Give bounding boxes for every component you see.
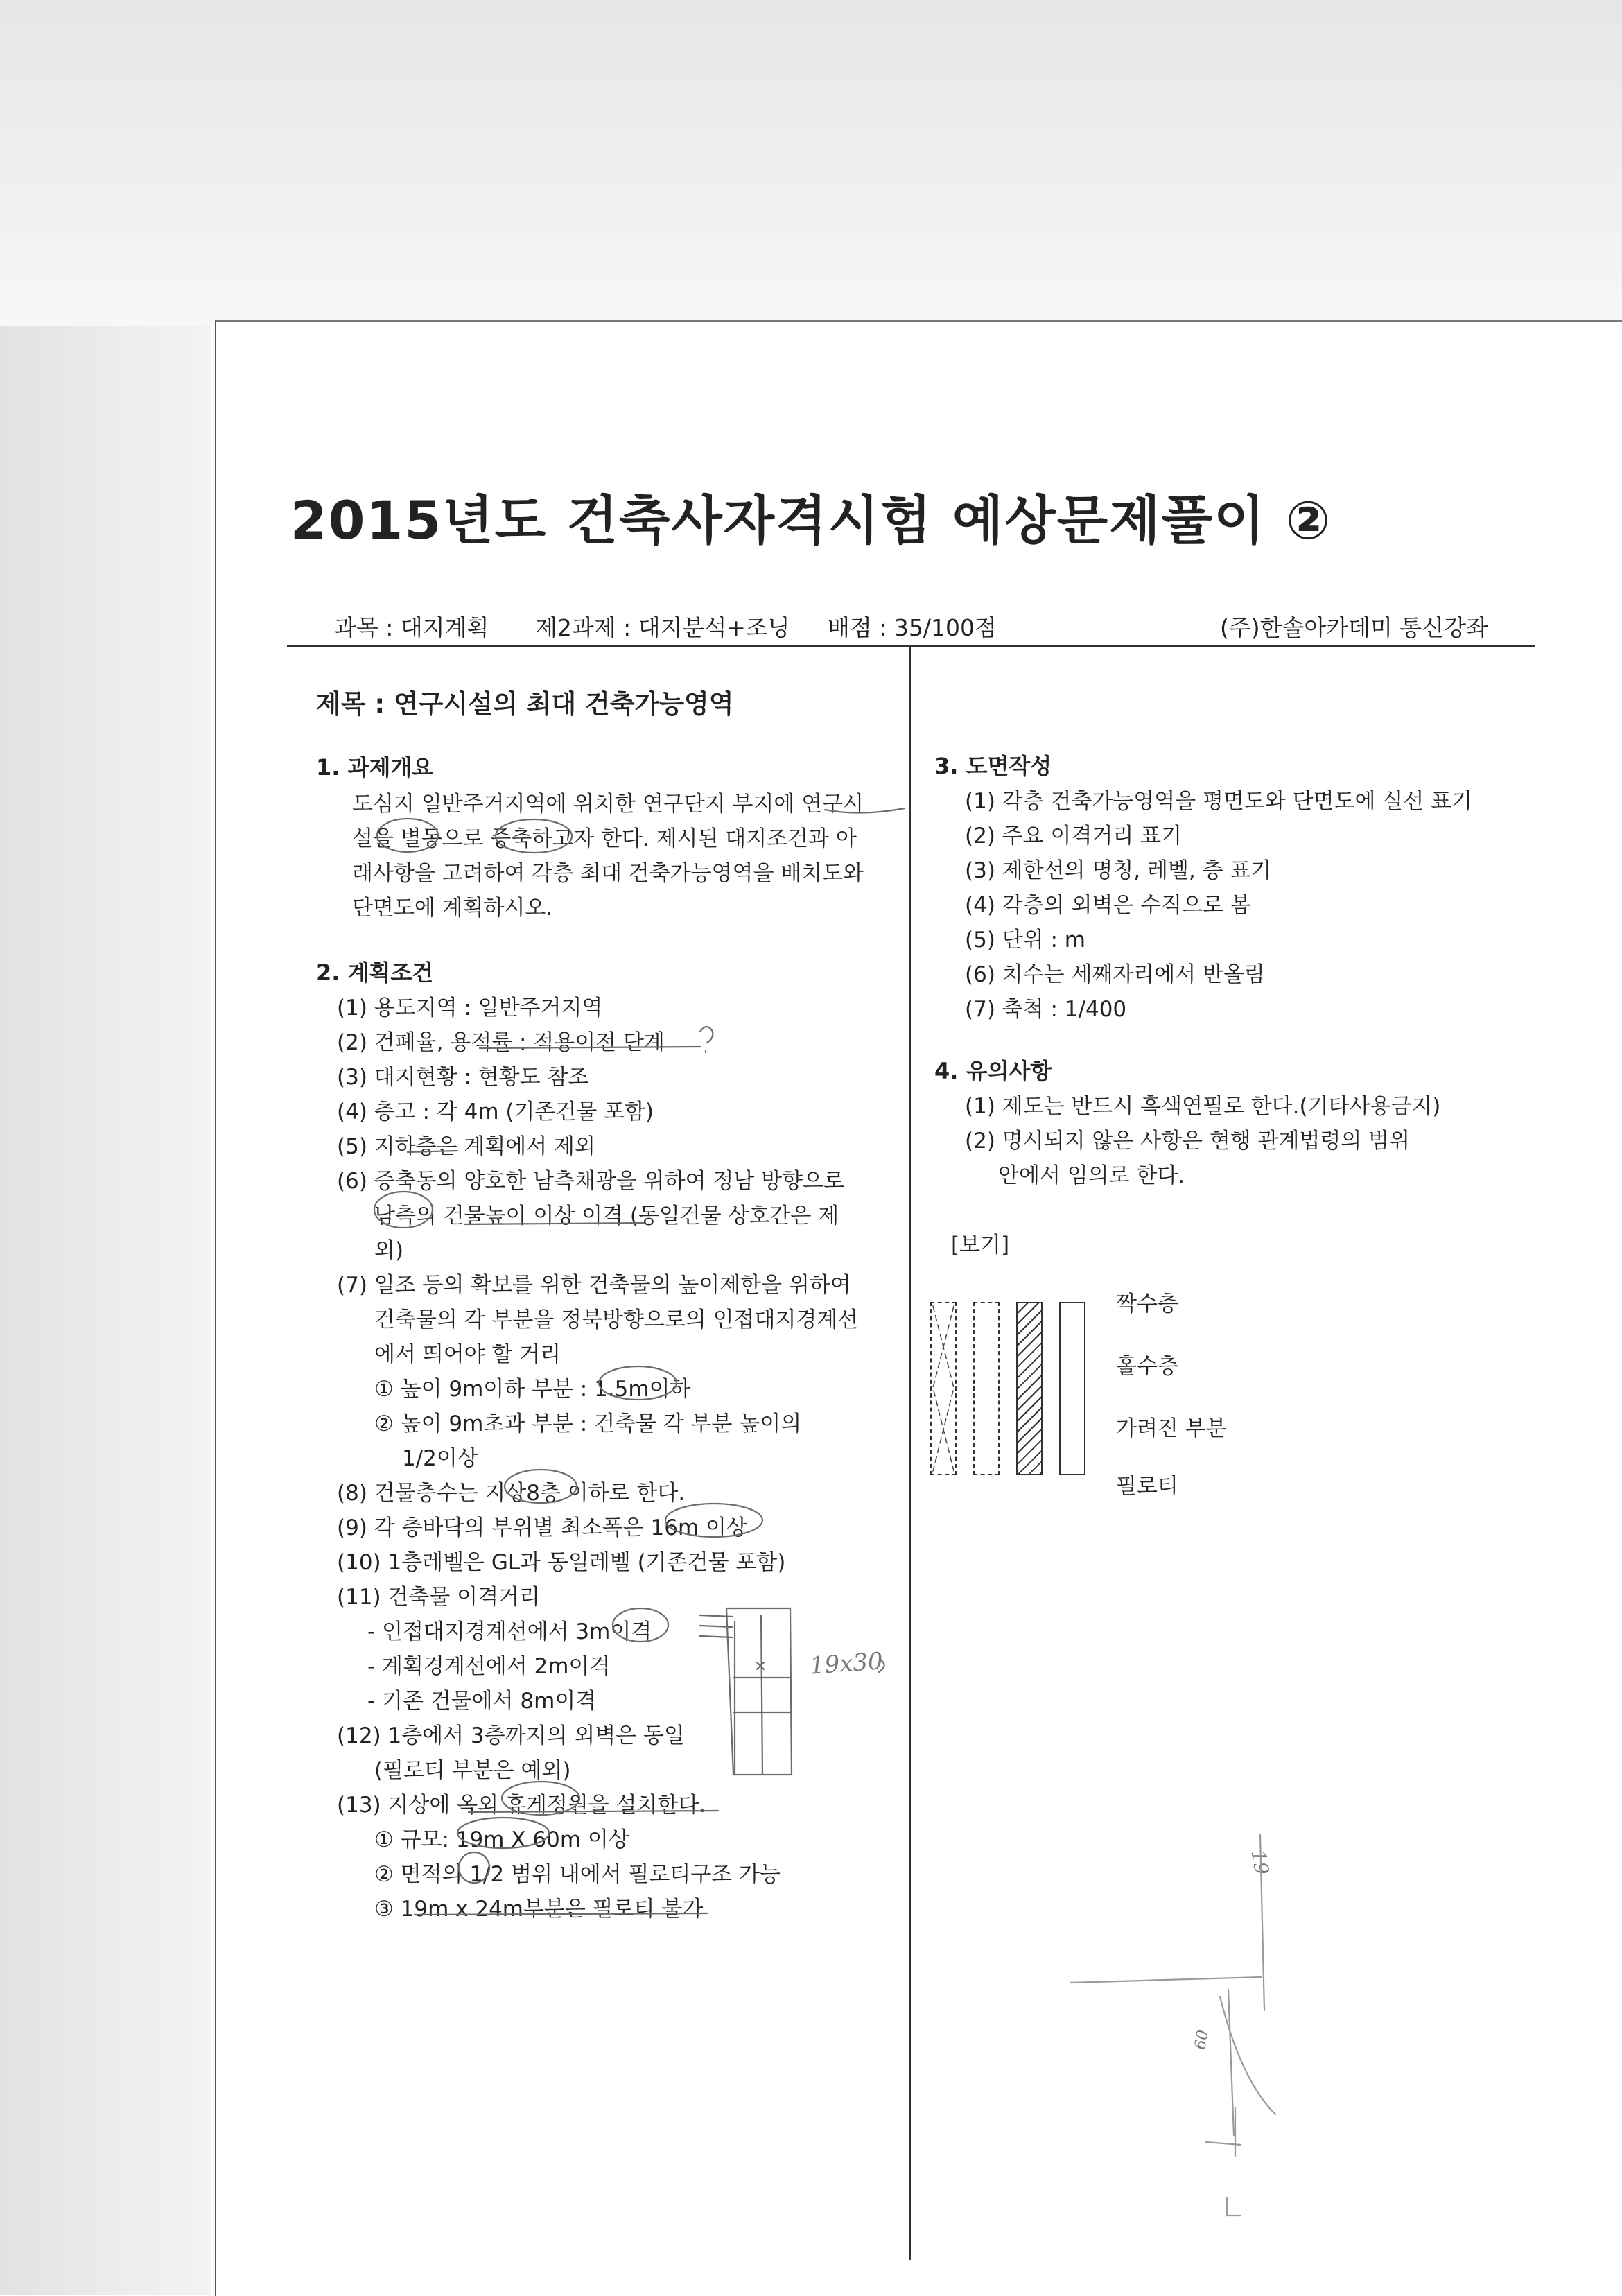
legend-label-hidden-part: 가려진 부분 xyxy=(1116,1416,1227,1441)
drawing-item: (6) 치수는 세째자리에서 반올림 xyxy=(965,962,1265,987)
condition-item: (12) 1층에서 3층까지의 외벽은 동일 xyxy=(337,1723,685,1748)
legend-heading: [보기] xyxy=(951,1233,1010,1258)
handwritten-dimension-19: 19 xyxy=(1246,1848,1274,1877)
condition-item: ② 높이 9m초과 부분 : 건축물 각 부분 높이의 xyxy=(374,1411,802,1436)
drawing-item: (7) 축척 : 1/400 xyxy=(965,997,1127,1022)
legend-even-diagonal xyxy=(933,1306,954,1471)
pencil-underline-basement xyxy=(408,1151,457,1152)
section-heading-conditions: 2. 계획조건 xyxy=(316,959,434,986)
header-academy: (주)한솔아카데미 통신강좌 xyxy=(1220,614,1488,641)
condition-item: 에서 띄어야 할 거리 xyxy=(374,1342,561,1367)
condition-item: (4) 층고 : 각 4m (기존건물 포함) xyxy=(337,1099,654,1124)
document-subject: 제목 : 연구시설의 최대 건축가능영역 xyxy=(316,689,734,719)
pencil-underline-garden xyxy=(469,1811,718,1812)
handwritten-dimension-60: 60 xyxy=(1192,2028,1212,2051)
header-subject: 과목 : 대지계획 xyxy=(334,614,489,641)
legend-label-piloti: 필로티 xyxy=(1116,1474,1178,1499)
condition-item: (필로티 부분은 예외) xyxy=(374,1758,571,1783)
pencil-sketch-site xyxy=(1070,1834,1275,2156)
pencil-underline-research xyxy=(825,808,905,813)
condition-item: (10) 1층레벨은 GL과 동일레벨 (기존건물 포함) xyxy=(337,1550,786,1575)
pencil-underline-stage xyxy=(480,1047,700,1048)
condition-item: 1/2이상 xyxy=(402,1446,478,1471)
overview-line: 설을 별동으로 증축하고자 한다. 제시된 대지조건과 아 xyxy=(352,826,857,851)
legend-label-even-floor: 짝수층 xyxy=(1116,1292,1178,1316)
pencil-bracket xyxy=(1227,2198,1241,2216)
overview-line: 도심지 일반주거지역에 위치한 연구단지 부지에 연구시 xyxy=(352,792,864,817)
section-heading-drawing: 3. 도면작성 xyxy=(934,753,1052,779)
condition-item: (9) 각 층바닥의 부위별 최소폭은 16m 이상 xyxy=(337,1515,747,1540)
pencil-circle-8floors xyxy=(505,1470,577,1503)
condition-item: - 인접대지경계선에서 3m이격 xyxy=(367,1619,652,1644)
drawing-item: (3) 제한선의 명칭, 레벨, 층 표기 xyxy=(965,858,1272,883)
pencil-circle-16m xyxy=(665,1504,762,1537)
pencil-circle-1-5m xyxy=(599,1366,677,1400)
pencil-circle-note xyxy=(879,1660,884,1672)
condition-item: 남측의 건물높이 이상 이격 (동일건물 상호간은 제 xyxy=(374,1203,839,1228)
pencil-circle-south xyxy=(374,1192,433,1228)
condition-item: 건축물의 각 부분을 정북방향으로의 인접대지경계선 xyxy=(374,1307,859,1332)
drawing-item: (2) 주요 이격거리 표기 xyxy=(965,824,1183,849)
section-heading-overview: 1. 과제개요 xyxy=(316,754,434,781)
page-title: 2015년도 건축사자격시험 예상문제풀이 ② xyxy=(290,489,1332,551)
condition-item: - 계획경계선에서 2m이격 xyxy=(367,1654,611,1679)
drawing-item: (4) 각층의 외벽은 수직으로 봄 xyxy=(965,893,1251,918)
overview-line: 래사항을 고려하여 각층 최대 건축가능영역을 배치도와 xyxy=(352,861,864,886)
pencil-sketch-plan xyxy=(700,1608,792,1775)
condition-item: ① 규모: 19m X 60m 이상 xyxy=(374,1827,629,1852)
condition-item: ① 높이 9m이하 부분 : 1.5m이하 xyxy=(374,1377,691,1402)
handwritten-dimension-note: 19x30 xyxy=(808,1647,884,1680)
pencil-question-mark xyxy=(700,1027,713,1052)
condition-item: (6) 증축동의 양호한 남측채광을 위하여 정남 방향으로 xyxy=(337,1169,844,1194)
condition-item: 외) xyxy=(374,1238,404,1263)
notes-item: (1) 제도는 반드시 흑색연필로 한다.(기타사용금지) xyxy=(965,1094,1441,1119)
pencil-circle-half xyxy=(459,1852,489,1883)
condition-item: (7) 일조 등의 확보를 위한 건축물의 높이제한을 위하여 xyxy=(337,1273,851,1298)
condition-item: (13) 지상에 옥외 휴게정원을 설치한다. xyxy=(337,1793,706,1818)
notes-item: (2) 명시되지 않은 사항은 현행 관계법령의 범위 xyxy=(965,1129,1411,1154)
pencil-circle-rest xyxy=(502,1782,579,1815)
condition-item: ③ 19m x 24m부분은 필로티 불가 xyxy=(374,1897,704,1922)
condition-item: (5) 지하층은 계획에서 제외 xyxy=(337,1134,595,1159)
header-task: 제2과제 : 대지분석+조닝 xyxy=(535,614,790,641)
notes-item: 안에서 임의로 한다. xyxy=(998,1163,1185,1188)
header-score: 배점 : 35/100점 xyxy=(828,614,997,641)
pencil-circle-19x60 xyxy=(457,1818,549,1848)
pencil-circle-jeungchuk xyxy=(496,819,572,853)
drawing-item: (1) 각층 건축가능영역을 평면도와 단면도에 실선 표기 xyxy=(965,789,1472,814)
pencil-circle-3m xyxy=(613,1608,668,1642)
pencil-underline-19x24 xyxy=(415,1913,707,1915)
section-heading-notes: 4. 유의사항 xyxy=(934,1058,1052,1084)
condition-item: (8) 건물층수는 지상8층 이하로 한다. xyxy=(337,1481,686,1506)
legend-label-odd-floor: 홀수층 xyxy=(1116,1354,1178,1379)
pencil-sketch-x-mark xyxy=(757,1662,764,1669)
condition-item: ② 면적의 1/2 범위 내에서 필로티구조 가능 xyxy=(374,1862,781,1887)
drawing-item: (5) 단위 : m xyxy=(965,928,1086,953)
condition-item: - 기존 건물에서 8m이격 xyxy=(367,1689,597,1714)
condition-item: (3) 대지현황 : 현황도 참조 xyxy=(337,1065,589,1090)
condition-item: (1) 용도지역 : 일반주거지역 xyxy=(337,995,603,1020)
pencil-circle-byeoldong xyxy=(377,819,438,852)
condition-item: (11) 건축물 이격거리 xyxy=(337,1585,540,1610)
pencil-underline-height xyxy=(464,1223,645,1224)
overview-line: 단면도에 계획하시오. xyxy=(352,896,553,921)
condition-item: (2) 건폐율, 용적률 : 적용이전 단계 xyxy=(337,1030,665,1055)
